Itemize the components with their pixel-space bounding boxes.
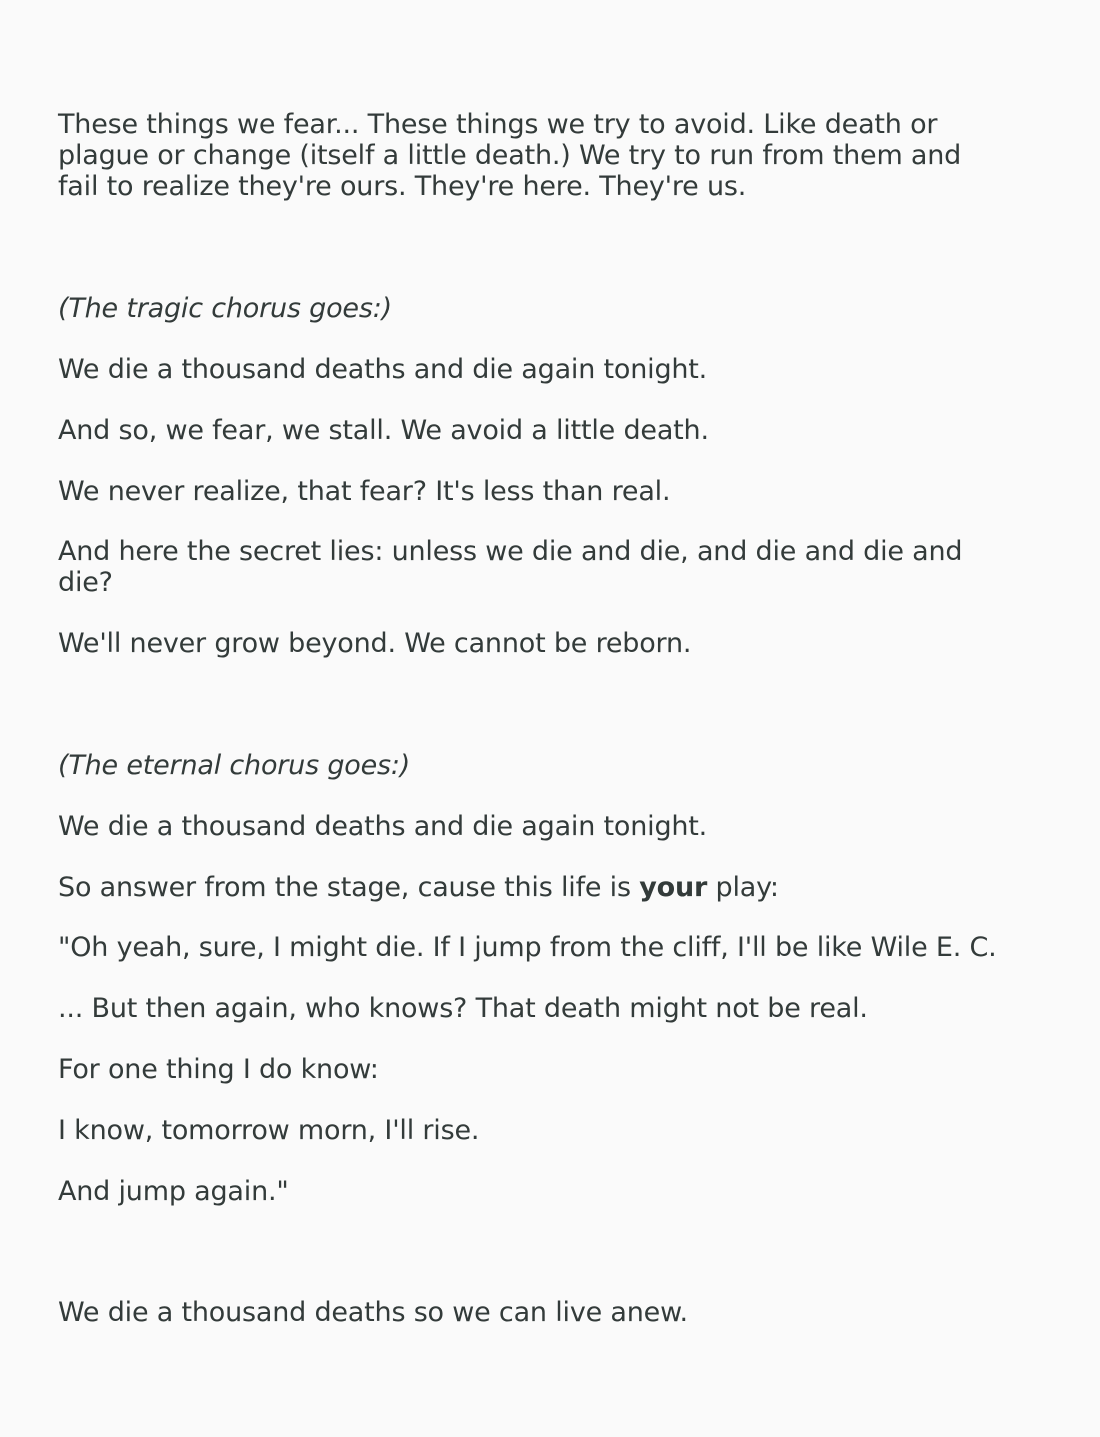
tragic-line-2: And so, we fear, we stall. We avoid a little death. <box>58 415 709 446</box>
tragic-line-1: We die a thousand deaths and die again tonight. <box>58 354 708 385</box>
tragic-line-5: We'll never grow beyond. We cannot be reborn. <box>58 628 692 659</box>
eternal-line-3: "Oh yeah, sure, I might die. If I jump from the cliff, I'll be like Wile E. C. <box>58 932 997 963</box>
intro-line-3: fail to realize they're ours. They're here. They're us. <box>58 171 747 202</box>
eternal-line-7: And jump again." <box>58 1176 289 1207</box>
tragic-line-4b: die? <box>58 567 113 598</box>
intro-line-2: plague or change (itself a little death.) We try to run from them and <box>58 140 962 171</box>
eternal-line-2-end: play: <box>707 872 779 903</box>
eternal-line-1: We die a thousand deaths and die again tonight. <box>58 811 708 842</box>
eternal-line-6: I know, tomorrow morn, I'll rise. <box>58 1115 480 1146</box>
eternal-line-4: ... But then again, who knows? That death might not be real. <box>58 993 868 1024</box>
tragic-line-3: We never realize, that fear? It's less than real. <box>58 476 671 507</box>
closing-line: We die a thousand deaths so we can live anew. <box>58 1297 688 1328</box>
eternal-line-2-start: So answer from the stage, cause this life is <box>58 872 640 903</box>
eternal-chorus-heading: (The eternal chorus goes:) <box>58 750 411 781</box>
tragic-line-4a: And here the secret lies: unless we die and die, and die and die and <box>58 536 963 567</box>
eternal-line-5: For one thing I do know: <box>58 1054 379 1085</box>
tragic-chorus-heading: (The tragic chorus goes:) <box>58 293 392 324</box>
emphasis-your: your <box>639 872 708 903</box>
intro-line-1: These things we fear... These things we try to avoid. Like death or <box>58 109 938 140</box>
eternal-line-2 <box>58 872 779 903</box>
